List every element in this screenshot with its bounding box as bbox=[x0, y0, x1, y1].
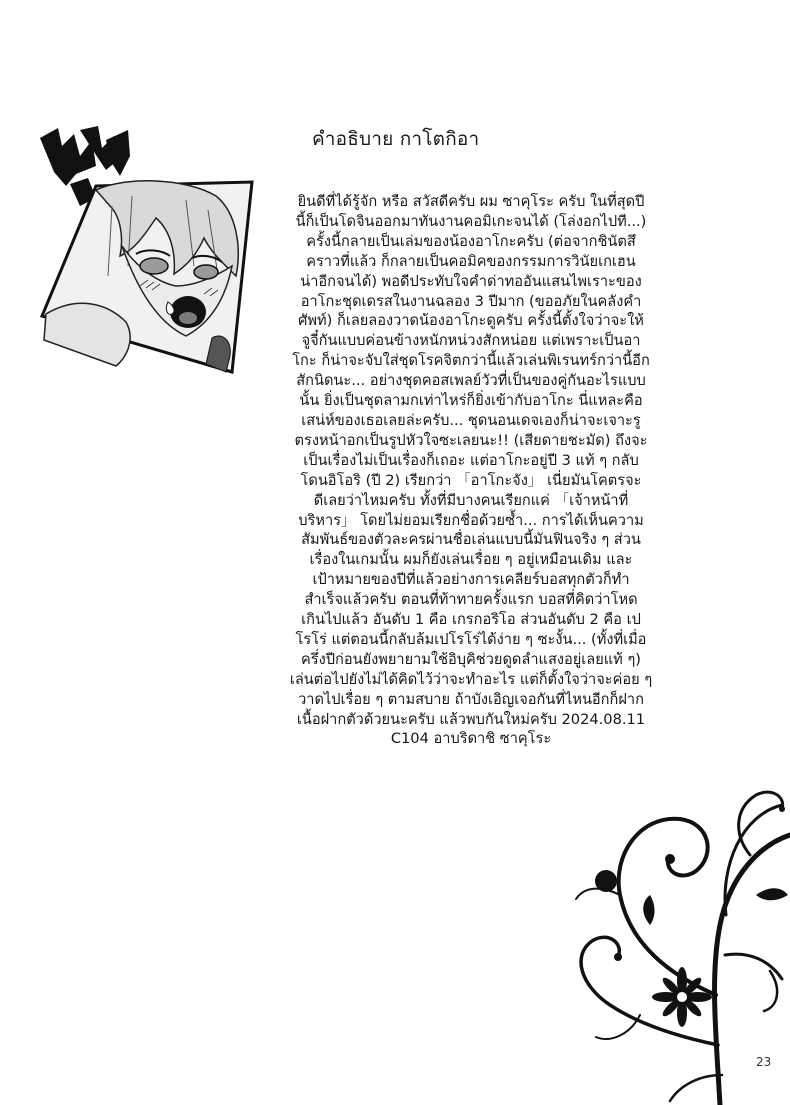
body-line: ศัพท์) ก็เลยลองวาดน้องอาโกะดูครับ ครั้งนี้ตั้งใจว่าจะให้ bbox=[298, 312, 644, 330]
body-line: อาโกะชุดเดรสในงานฉลอง 3 ปีมาก (ขออภัยในคลังคำ bbox=[300, 292, 642, 310]
body-line: เป้าหมายของปีที่แล้วอย่างการเคลียร์บอสทุกตัวก็ทำ bbox=[312, 571, 630, 589]
body-line: ครั้งนี้กลายเป็นเล่มของน้องอาโกะครับ (ต่อจากชินัตสึ bbox=[306, 232, 636, 250]
body-line: ยินดีที่ได้รู้จัก หรือ สวัสดีครับ ผม ซาคุโระ ครับ ในที่สุดปี bbox=[297, 193, 645, 210]
body-line: เป็นเรื่องไม่เป็นเรื่องก็เถอะ แต่อาโกะอยู่ปี 3 แท้ ๆ กลับ bbox=[303, 451, 639, 469]
body-line: เรื่องในเกมนั้น ผมก็ยังเล่นเรื่อย ๆ อยู่เหมือนเดิม และ bbox=[309, 551, 633, 569]
body-line: โกะ ก็น่าจะจับใส่ชุดโรคจิตกว่านี้แล้วเล่นพิเรนทร์กว่านี้อีก bbox=[292, 352, 650, 370]
body-line: คราวที่แล้ว ก็กลายเป็นคอมิคของกรรมการวินัยเกเฮน bbox=[306, 252, 636, 270]
body-line: น่าอีกจนได้) พอดีประทับใจคำด่าทออันแสนไพเราะของ bbox=[300, 272, 642, 290]
afterword-body bbox=[268, 192, 674, 749]
manga-character-portrait-icon bbox=[36, 126, 258, 374]
body-line: โรโร่ แต่ตอนนี้กลับล้มเปโรโร่ได้ง่าย ๆ ซะงั้น... (ทั้งที่เมื่อ bbox=[295, 630, 647, 648]
body-line: เนื้อฝากตัวด้วยนะครับ แล้วพบกันใหม่ครับ 2024.08.11 bbox=[296, 710, 646, 728]
body-line: โดนอิโอริ (ปี 2) เรียกว่า 「อาโกะจัง」 เนี่ยมันโคตรจะ bbox=[300, 471, 642, 489]
body-line: สำเร็จแล้วครับ ตอนที่ท้าทายครั้งแรก บอสที่คิดว่าโหด bbox=[304, 591, 638, 609]
body-line: เกินไปแล้ว อันดับ 1 คือ เกรกอริโอ ส่วนอันดับ 2 คือ เป bbox=[301, 611, 641, 629]
floral-swirl-ornament-icon bbox=[520, 775, 790, 1105]
body-line: เสน่ห์ของเธอเลยล่ะครับ... ชุดนอนเดจเองก็น่าจะเจาะรู bbox=[301, 411, 641, 429]
character-portrait-illustration bbox=[36, 126, 258, 374]
body-line: นั้น ยิ่งเป็นชุดลามกเท่าไหร่ก็ยิ่งเข้ากับอาโกะ นี่แหละคือ bbox=[299, 392, 643, 410]
body-line: นี้ก็เป็นโดจินออกมาทันงานคอมิเกะจนได้ (โล่งอกไปที...) bbox=[295, 212, 647, 230]
body-line: C104 อาบริดาชิ ซาคุโระ bbox=[390, 730, 552, 748]
page-title: คำอธิบาย กาโตกิอา bbox=[312, 128, 480, 150]
body-line: ตรงหน้าอกเป็นรูปหัวใจซะเลยนะ!! (เสียดายชะมัด) ถึงจะ bbox=[294, 431, 648, 449]
body-line: ครึ่งปีก่อนยังพยายามใช้อิบุคิช่วยดูดลำแสงอยู่เลยแท้ ๆ) bbox=[301, 650, 641, 668]
body-line: เล่นต่อไปยังไม่ได้คิดไว้ว่าจะทำอะไร แต่ก็ตั้งใจว่าจะค่อย ๆ bbox=[289, 670, 653, 688]
body-line: บริหาร」 โดยไม่ยอมเรียกชื่อด้วยซ้ำ... การได้เห็นความ bbox=[298, 511, 644, 529]
floral-ornament bbox=[520, 775, 790, 1105]
body-line: สักนิดนะ... อย่างชุดคอสเพลย์วัวที่เป็นของคู่กันอะไรแบบ bbox=[296, 372, 646, 390]
page-number: 23 bbox=[756, 1055, 772, 1069]
body-line: ดีเลยว่าไหมครับ ทั้งที่มีบางคนเรียกแค่ 「เจ้าหน้าที่ bbox=[313, 491, 629, 509]
body-line: วาดไปเรื่อย ๆ ตามสบาย ถ้าบังเอิญเจอกันที่ไหนอีกก็ฝาก bbox=[298, 690, 644, 708]
body-line: จูจี๋กันแบบค่อนข้างหนักหน่วงสักหน่อย แต่เพราะเป็นอา bbox=[301, 332, 641, 350]
body-line: สัมพันธ์ของตัวละครผ่านชื่อเล่นแบบนี้มันฟินจริง ๆ ส่วน bbox=[301, 531, 641, 549]
